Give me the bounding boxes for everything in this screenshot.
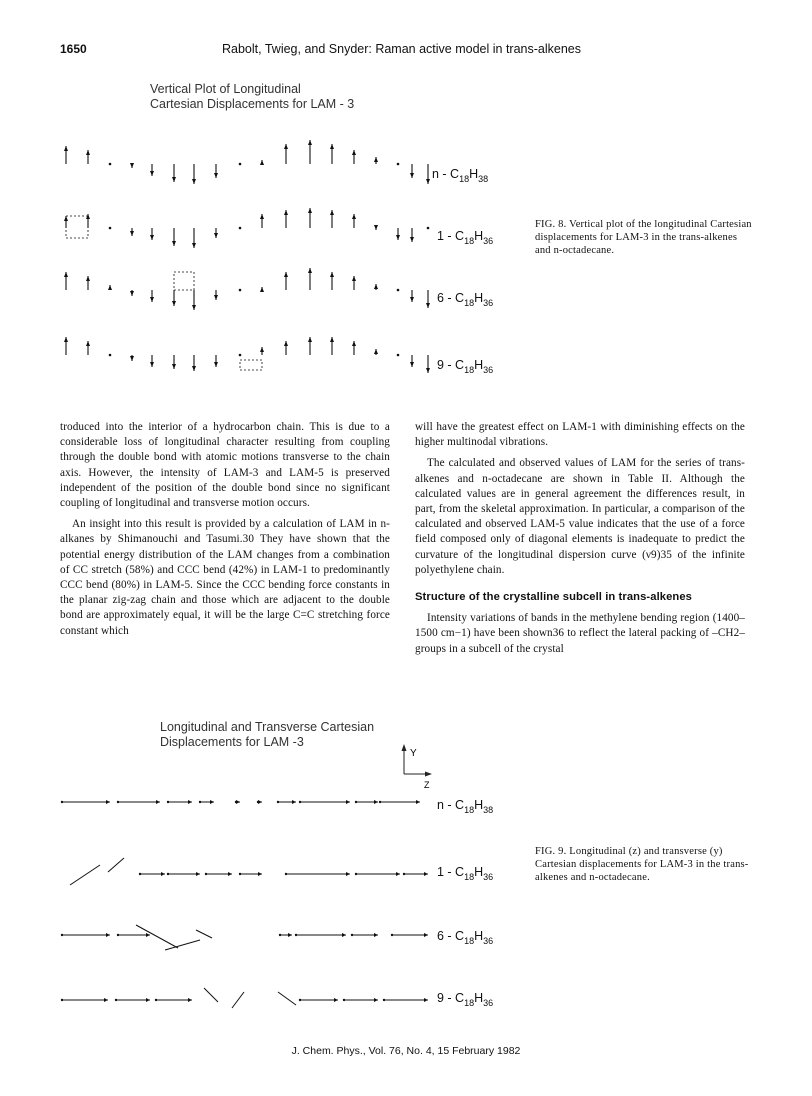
arrow-head bbox=[86, 341, 90, 346]
atom-dot bbox=[199, 801, 201, 803]
arrow-head bbox=[352, 214, 356, 219]
arrow-head bbox=[64, 272, 68, 277]
fig8-label-n-octadecane: n - $C_{18}H_{38}$ bbox=[432, 167, 489, 184]
double-bond-marker bbox=[66, 216, 88, 238]
arrow-head bbox=[192, 179, 196, 184]
atom-dot bbox=[397, 354, 400, 357]
arrow-head bbox=[308, 337, 312, 342]
fig9-label-9-octadecene: $9 - C_{18}H_{36}$ bbox=[437, 991, 494, 1008]
left-paragraph-2: An insight into this result is provided by a calculation of LAM in n-alkanes by Shimanouchi and Tasumi.30 They have shown that the potential energy distribution of the LAM changes from a combination of CC stretch (58%) and CCC bend (42%) in LAM-1 to predominantly CCC bend (80%) in LAM-5. Since the CCC bending force constants in the planar zig-zag chain and those which are adjacent to the double bond are approximately equal, it will be the large C=C stretching force constant which bbox=[60, 518, 390, 637]
running-title: Rabolt, Twieg, and Snyder: Raman active model in trans-alkenes bbox=[222, 42, 581, 56]
fig9-label-6-octadecene: $6 - C_{18}H_{36}$ bbox=[437, 929, 494, 946]
arrow-head bbox=[192, 243, 196, 248]
arrow-head bbox=[424, 998, 428, 1002]
arrow-head bbox=[352, 276, 356, 281]
fig9-row-1 bbox=[70, 858, 428, 885]
axis-indicator bbox=[402, 744, 433, 790]
atom-dot bbox=[239, 354, 242, 357]
arrow-head bbox=[396, 872, 400, 876]
arrow-head bbox=[374, 998, 378, 1002]
atom-dot bbox=[139, 873, 141, 875]
fig8-row-2 bbox=[64, 268, 430, 310]
arrow-head bbox=[130, 231, 134, 236]
fig8-row-3 bbox=[64, 337, 430, 373]
atom-dot bbox=[295, 934, 297, 936]
tilted-displacement-arrow bbox=[136, 925, 178, 948]
arrow-head bbox=[196, 872, 200, 876]
double-bond-marker bbox=[240, 360, 262, 370]
atom-dot bbox=[299, 999, 301, 1001]
atom-dot bbox=[61, 999, 63, 1001]
atom-dot bbox=[109, 227, 112, 230]
arrow-head bbox=[214, 173, 218, 178]
arrow-head bbox=[228, 872, 232, 876]
figure-8-plot bbox=[0, 130, 812, 410]
arrow-head bbox=[284, 272, 288, 277]
arrow-head bbox=[214, 362, 218, 367]
atom-dot bbox=[167, 801, 169, 803]
atom-dot bbox=[351, 934, 353, 936]
arrow-head bbox=[330, 210, 334, 215]
arrow-head bbox=[396, 235, 400, 240]
arrow-head bbox=[410, 297, 414, 302]
figure-9-title-line2: Displacements for LAM -3 bbox=[160, 735, 304, 749]
fig8-label-6-octadecene: $6 - C_{18}H_{36}$ bbox=[437, 291, 494, 308]
atom-dot bbox=[427, 227, 430, 230]
arrow-head bbox=[426, 368, 430, 373]
arrow-head bbox=[130, 291, 134, 296]
arrow-head bbox=[64, 146, 68, 151]
atom-dot bbox=[403, 873, 405, 875]
arrow-head bbox=[346, 872, 350, 876]
arrow-head bbox=[161, 872, 165, 876]
footer-citation: J. Chem. Phys., Vol. 76, No. 4, 15 February 1982 bbox=[291, 1045, 521, 1057]
atom-dot bbox=[239, 289, 242, 292]
atom-dot bbox=[397, 289, 400, 292]
arrow-head bbox=[330, 272, 334, 277]
section-heading: Structure of the crystalline subcell in trans-alkenes bbox=[415, 591, 692, 604]
atom-dot bbox=[277, 801, 279, 803]
atom-dot bbox=[117, 934, 119, 936]
atom-dot bbox=[155, 999, 157, 1001]
atom-dot bbox=[239, 227, 242, 230]
arrow-head bbox=[410, 362, 414, 367]
atom-dot bbox=[299, 801, 301, 803]
arrow-head bbox=[426, 179, 430, 184]
axis-z-label: Z bbox=[424, 780, 430, 790]
fig9-label-n-octadecane: n - $C_{18}H_{38}$ bbox=[437, 798, 494, 815]
right-paragraph-2: The calculated and observed values of LAM for the series of trans-alkenes and n-octadecane are shown in Table II. Although the calculated values are in general agreement the differences result, in part, from the skeletal approximation. In particular, a comparison of the calculated and observed LAM-5 value indicates that the use of a force field composed only of diagonal elements is inadequate to predict the curvature of the longitudinal dispersion curve (ν9)35 of the infinite polyethylene chain. bbox=[415, 457, 745, 576]
arrow-head bbox=[308, 208, 312, 213]
figure-9-title-line1: Longitudinal and Transverse Cartesian bbox=[160, 720, 375, 734]
section-paragraph: Intensity variations of bands in the methylene bending region (1400–1500 cm−1) have been shown36 to reflect the lateral packing of –CH2– groups in a subcell of the crystal bbox=[415, 612, 745, 655]
arrow-head bbox=[86, 150, 90, 155]
arrow-head bbox=[308, 140, 312, 145]
double-bond-marker bbox=[174, 272, 194, 290]
atom-dot bbox=[239, 873, 241, 875]
atom-dot bbox=[279, 934, 281, 936]
arrow-head bbox=[416, 800, 420, 804]
fig9-row-2 bbox=[61, 925, 428, 950]
atom-dot bbox=[397, 163, 400, 166]
atom-dot bbox=[239, 163, 242, 166]
tilted-displacement-arrow bbox=[165, 940, 200, 950]
arrow-head bbox=[374, 284, 378, 289]
tilted-displacement-arrow bbox=[196, 930, 212, 938]
arrow-head bbox=[150, 297, 154, 302]
arrow-head bbox=[374, 933, 378, 937]
atom-dot bbox=[343, 999, 345, 1001]
arrow-head bbox=[424, 933, 428, 937]
arrow-head bbox=[260, 160, 264, 165]
arrow-head bbox=[288, 933, 292, 937]
left-column bbox=[60, 420, 390, 645]
atom-dot bbox=[115, 999, 117, 1001]
atom-dot bbox=[61, 801, 63, 803]
arrow-head bbox=[150, 235, 154, 240]
tilted-displacement-arrow bbox=[278, 992, 296, 1005]
figure-9-caption: FIG. 9. Longitudinal (z) and transverse (y) Cartesian displacements for LAM-3 in the trans-alkenes and n-octadecane. bbox=[535, 846, 749, 883]
fig8-label-1-octadecene: $1 - C_{18}H_{36}$ bbox=[437, 229, 494, 246]
fig9-label-1-octadecene: $1 - C_{18}H_{36}$ bbox=[437, 865, 494, 882]
arrow-head bbox=[334, 998, 338, 1002]
arrow-head bbox=[284, 210, 288, 215]
arrow-head bbox=[106, 800, 110, 804]
fig8-label-9-octadecene: $9 - C_{18}H_{36}$ bbox=[437, 358, 494, 375]
fig9-row-3 bbox=[61, 988, 428, 1008]
atom-dot bbox=[109, 354, 112, 357]
atom-dot bbox=[355, 801, 357, 803]
arrow-head bbox=[374, 800, 378, 804]
fig8-row-0 bbox=[64, 140, 430, 184]
arrow-head bbox=[374, 225, 378, 230]
right-paragraph-1: will have the greatest effect on LAM-1 with diminishing effects on the higher multinodal vibrations. bbox=[415, 421, 745, 449]
arrow-head bbox=[108, 285, 112, 290]
arrow-head bbox=[130, 163, 134, 168]
arrow-head bbox=[260, 347, 264, 352]
figure-8-caption: FIG. 8. Vertical plot of the longitudinal Cartesian displacements for LAM-3 in the trans-alkenes and n-octadecane. bbox=[535, 219, 752, 256]
arrow-head bbox=[342, 933, 346, 937]
arrow-head bbox=[172, 177, 176, 182]
atom-dot bbox=[355, 873, 357, 875]
arrow-head bbox=[210, 800, 214, 804]
atom-dot bbox=[117, 801, 119, 803]
arrow-head bbox=[260, 214, 264, 219]
arrow-head bbox=[150, 171, 154, 176]
arrow-head bbox=[172, 241, 176, 246]
arrow-head bbox=[410, 237, 414, 242]
right-column bbox=[415, 420, 745, 663]
arrow-head bbox=[284, 341, 288, 346]
arrow-head bbox=[374, 157, 378, 162]
arrow-head bbox=[258, 872, 262, 876]
arrow-head bbox=[214, 295, 218, 300]
atom-dot bbox=[205, 873, 207, 875]
page-number: 1650 bbox=[60, 42, 87, 56]
atom-dot bbox=[379, 801, 381, 803]
tilted-displacement-arrow bbox=[232, 992, 244, 1008]
arrow-head bbox=[426, 303, 430, 308]
arrow-head bbox=[410, 173, 414, 178]
atom-dot bbox=[383, 999, 385, 1001]
arrow-head bbox=[104, 998, 108, 1002]
fig9-row-0 bbox=[61, 800, 420, 804]
arrow-head bbox=[284, 144, 288, 149]
figure-8-title-line1: Vertical Plot of Longitudinal bbox=[150, 82, 301, 96]
arrow-head bbox=[214, 233, 218, 238]
arrow-head bbox=[192, 366, 196, 371]
arrow-head bbox=[352, 341, 356, 346]
arrow-head bbox=[346, 800, 350, 804]
figure-8-title bbox=[150, 82, 354, 112]
figure-9-plot bbox=[0, 740, 812, 1030]
arrow-head bbox=[352, 150, 356, 155]
arrow-head bbox=[156, 800, 160, 804]
arrow-head bbox=[146, 933, 150, 937]
atom-dot bbox=[235, 801, 237, 803]
fig8-row-1 bbox=[64, 208, 429, 248]
atom-dot bbox=[61, 934, 63, 936]
arrow-head bbox=[292, 800, 296, 804]
tilted-displacement-arrow bbox=[70, 865, 100, 885]
arrow-head bbox=[188, 800, 192, 804]
tilted-displacement-arrow bbox=[108, 858, 124, 872]
arrow-head bbox=[424, 872, 428, 876]
arrow-head bbox=[330, 337, 334, 342]
atom-dot bbox=[285, 873, 287, 875]
arrow-head bbox=[330, 144, 334, 149]
arrow-head bbox=[374, 349, 378, 354]
arrow-head bbox=[308, 268, 312, 273]
left-paragraph-1: troduced into the interior of a hydrocarbon chain. This is due to a considerable loss of longitudinal character resulting from coupling through the double bond with atomic motions transverse to the chain axis. However, the intensity of LAM-3 and LAM-5 is preserved independent of the position of the double bond since no significant coupling of longitudinal and transverse motion occurs. bbox=[60, 421, 390, 510]
arrow-head bbox=[64, 337, 68, 342]
arrow-head bbox=[172, 364, 176, 369]
tilted-displacement-arrow bbox=[204, 988, 218, 1002]
arrow-head bbox=[192, 305, 196, 310]
arrow-head bbox=[146, 998, 150, 1002]
arrow-head bbox=[86, 276, 90, 281]
arrow-head bbox=[150, 362, 154, 367]
axis-y-label: Y bbox=[410, 748, 417, 759]
arrow-head bbox=[106, 933, 110, 937]
arrow-head bbox=[188, 998, 192, 1002]
arrow-head bbox=[172, 301, 176, 306]
figure-8-title-line2: Cartesian Displacements for LAM - 3 bbox=[150, 97, 355, 111]
arrow-head bbox=[130, 356, 134, 361]
atom-dot bbox=[391, 934, 393, 936]
atom-dot bbox=[257, 801, 259, 803]
atom-dot bbox=[167, 873, 169, 875]
atom-dot bbox=[109, 163, 112, 166]
arrow-head bbox=[260, 287, 264, 292]
